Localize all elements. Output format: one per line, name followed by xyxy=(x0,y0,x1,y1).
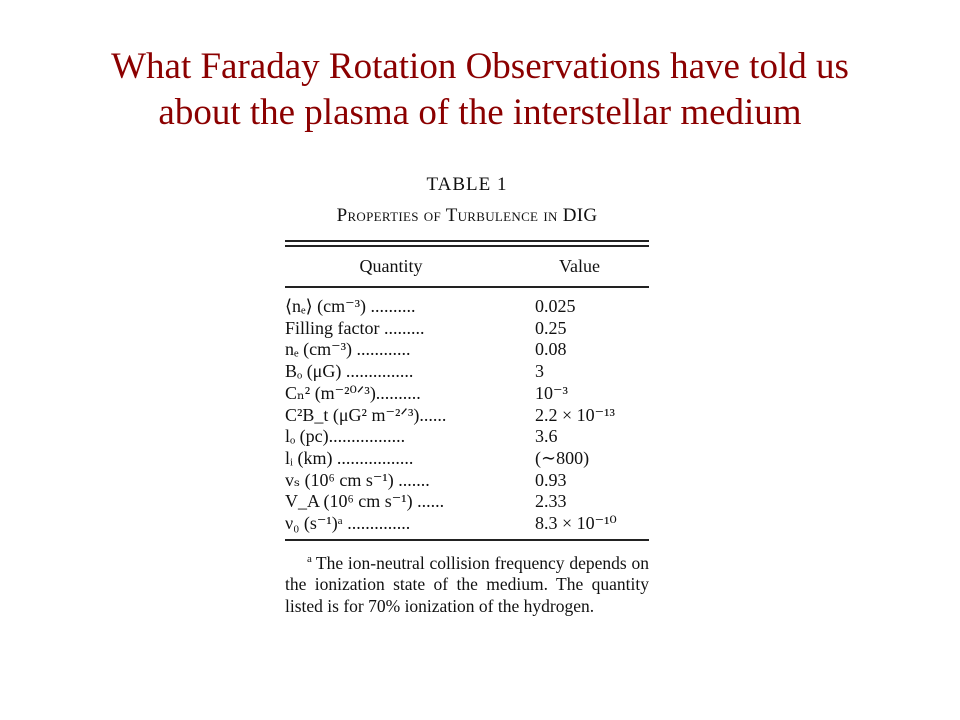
table-row xyxy=(285,339,649,361)
row-quantity: ν₀ (s⁻¹)ᵃ .............. xyxy=(285,513,411,534)
row-value: 3 xyxy=(535,361,544,382)
row-quantity: V_A (10⁶ cm s⁻¹) ...... xyxy=(285,491,445,512)
header-value: Value xyxy=(559,256,600,276)
table-top-double-rule xyxy=(285,240,649,247)
row-quantity: lₒ (pc)................. xyxy=(285,426,406,447)
footnote-text: The ion-neutral collision frequency depends on the ionization state of the medium. The quantity listed is for 70% ionization of the hydrogen. xyxy=(285,552,649,616)
table-row xyxy=(285,448,649,470)
row-quantity: Cₙ² (m⁻²⁰ᐟ³).......... xyxy=(285,382,421,403)
row-value: 0.93 xyxy=(535,469,567,490)
table-row xyxy=(285,470,649,492)
slide-title-line-2: about the plasma of the interstellar medium xyxy=(158,92,802,133)
table-row xyxy=(285,405,649,427)
footnote-marker: a xyxy=(307,552,312,565)
table-row xyxy=(285,513,649,535)
row-quantity: ⟨nₑ⟩ (cm⁻³) .......... xyxy=(285,296,416,316)
table-row xyxy=(285,361,649,383)
table-header-row xyxy=(285,251,649,281)
table-row xyxy=(285,318,649,340)
row-quantity: vₛ (10⁶ cm s⁻¹) ....... xyxy=(285,469,430,490)
row-value: 10⁻³ xyxy=(535,382,568,403)
row-value: 0.08 xyxy=(535,339,567,360)
row-value: 2.33 xyxy=(535,491,567,512)
row-value: 3.6 xyxy=(535,426,558,447)
table-bottom-rule xyxy=(285,539,649,541)
row-value: 0.025 xyxy=(535,296,576,316)
table-row xyxy=(285,383,649,405)
slide-title xyxy=(40,44,920,136)
table-caption: Properties of Turbulence in DIG xyxy=(336,205,598,226)
table-row xyxy=(285,296,649,318)
properties-table xyxy=(285,173,649,617)
row-quantity: lᵢ (km) ................. xyxy=(285,447,414,468)
row-quantity: Bₒ (μG) ............... xyxy=(285,361,414,382)
table-footnote xyxy=(285,553,649,618)
slide-title-line-1: What Faraday Rotation Observations have told us xyxy=(111,46,849,87)
row-value: 2.2 × 10⁻¹³ xyxy=(535,404,615,425)
table-number: TABLE 1 xyxy=(426,174,508,195)
table-row xyxy=(285,491,649,513)
table-header-rule xyxy=(285,286,649,288)
row-value: 0.25 xyxy=(535,317,567,338)
header-quantity: Quantity xyxy=(359,256,423,276)
row-value: (∼800) xyxy=(535,447,590,468)
table-body xyxy=(285,296,649,535)
table-row xyxy=(285,426,649,448)
row-value: 8.3 × 10⁻¹⁰ xyxy=(535,513,617,534)
row-quantity: nₑ (cm⁻³) ............ xyxy=(285,339,411,360)
row-quantity: Filling factor ......... xyxy=(285,317,425,338)
row-quantity: C²B_t (μG² m⁻²ᐟ³)...... xyxy=(285,404,447,425)
